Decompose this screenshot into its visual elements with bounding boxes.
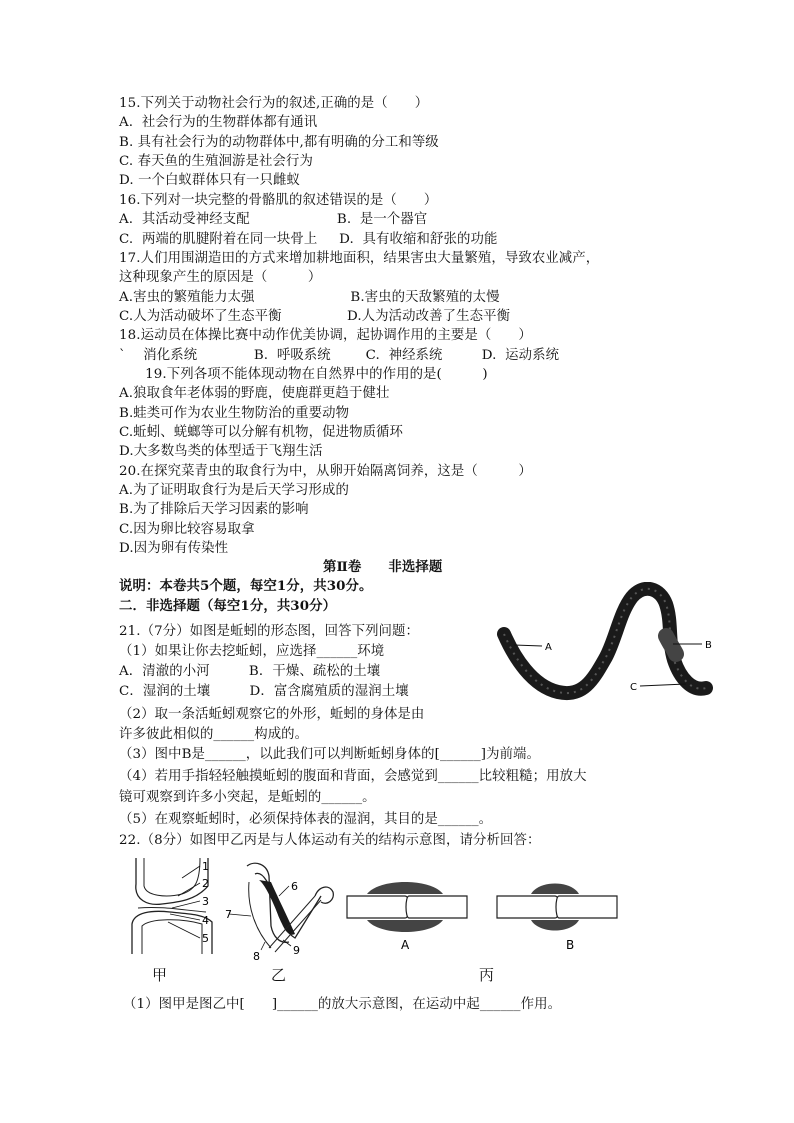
arm-figure [225,856,345,966]
part-header: 二．非选择题（每空1分，共30分） [119,598,337,614]
figure-a-label: A [401,938,410,951]
joint-lower-bone [132,911,212,954]
caption-bing: 丙 [479,966,495,984]
caption-yi: 乙 [271,966,287,984]
label-line-c [640,684,686,686]
question-line: A.狼取食年老体弱的野鹿，使鹿群更趋于健壮 [119,386,390,402]
label-line-a [514,645,542,646]
question-line: B.为了排除后天学习因素的影响 [119,502,309,518]
q21-part1: （1）如果让你去挖蚯蚓，应选择______环境 [119,644,385,659]
joint-number-5: 5 [202,932,209,945]
question-line: C.因为卵比较容易取拿 [119,521,255,537]
figure-b-label: B [566,938,575,951]
muscle-bone-figure-a [345,876,470,951]
section-note: 说明：本卷共5个题，每空1分，共30分。 [119,578,373,594]
question-line: B. 具有社会行为的动物群体中,都有明确的分工和等级 [119,134,439,150]
arm-number-7: 7 [225,908,232,921]
arm-number-6: 6 [291,880,298,893]
question-line: C. 两端的肌腱附着在同一块骨上 D. 具有收缩和舒张的功能 [119,231,498,247]
question-line: 15.下列关于动物社会行为的叙述,正确的是（ ） [119,96,429,111]
question-line: 18.运动员在体操比赛中动作优美协调，起协调作用的主要是（ ） [119,328,532,344]
joint-number-2: 2 [202,877,209,890]
q21-part4-line1: （4）若用手指轻轻触摸蚯蚓的腹面和背面，会感觉到______比较粗糙；用放大 [119,769,587,784]
joint-cavity-line [138,907,206,912]
bone-b-right [556,896,617,918]
joint-lower-inner [142,920,202,954]
question-line: A. 其活动受神经支配 B. 是一个器官 [119,212,428,228]
question-line: A.为了证明取食行为是后天学习形成的 [119,483,349,498]
q21-option-cd: C．湿润的土壤 D．富含腐殖质的湿润土壤 [119,684,409,699]
bone-a-right [406,896,467,918]
arm-number-8: 8 [253,950,260,963]
bone-a-left [347,896,410,918]
question-line: 20.在探究菜青虫的取食行为中，从卵开始隔离饲养，这是（ ） [119,463,532,479]
muscle-bone-figure-b [495,876,620,951]
question-line: D.大多数鸟类的体型适于飞翔生活 [119,444,323,460]
q22-part1: （1）图甲是图乙中[ ]______的放大示意图，在运动中起______作用。 [123,997,562,1012]
earthworm-label-b: B [705,640,712,651]
arm-biceps [259,880,295,935]
muscle-a-bottom [367,920,443,932]
joint-number-4: 4 [202,914,209,927]
arm-triceps [249,882,271,948]
q21-part2-line1: （2）取一条活蚯蚓观察它的外形，蚯蚓的身体是由 [119,707,425,722]
q21-part3: （3）图中B是______，以此我们可以判断蚯蚓身体的[______]为前端。 [119,747,541,762]
muscle-b-bottom [531,920,579,931]
question-line: C.人为活动破坏了生态平衡 D.人为活动改善了生态平衡 [119,308,511,324]
muscle-a-top [367,882,443,894]
question-line: B.蛙类可作为农业生物防治的重要动物 [119,405,350,421]
section-title: 第Ⅱ卷 非选择题 [323,559,443,575]
question-line: C.蚯蚓、蜣螂等可以分解有机物，促进物质循环 [119,425,404,440]
caption-jia: 甲 [152,966,168,984]
question-line: C. 春天鱼的生殖洄游是社会行为 [119,154,313,170]
arm-humerus [247,863,289,942]
bone-b-left [497,896,560,918]
q21-stem: 21.（7分）如图是蚯蚓的形态图，回答下列问题： [119,624,420,639]
q22-stem: 22.（8分）如图甲乙丙是与人体运动有关的结构示意图，请分析回答： [119,833,541,848]
q21-part2-line2: 许多彼此相似的______构成的。 [119,727,309,742]
q21-part5: （5）在观察蚯蚓时，必须保持体表的湿润，其目的是______。 [119,812,493,827]
earthworm-label-c: C [630,682,637,693]
question-line: D. 一个白蚁群体只有一只雌蚁 [119,173,300,189]
joint-figure [122,856,222,956]
question-line: D.因为卵有传染性 [119,541,229,556]
q21-part4-line2: 镜可观察到许多小突起，是蚯蚓的______。 [119,790,376,805]
question-line: 19.下列各项不能体现动物在自然界中的作用的是( ) [119,366,488,382]
earthworm-clitellum [666,636,676,654]
q21-option-ab: A．清澈的小河 B．干燥、疏松的土壤 [119,664,381,679]
earthworm-figure [490,582,730,722]
question-line: A.害虫的繁殖能力太强 B.害虫的天敌繁殖的太慢 [119,289,500,305]
earthworm-label-a: A [545,642,552,653]
arm-number-9: 9 [293,944,300,957]
question-line: 17.人们用围湖造田的方式来增加耕地面积，结果害虫大量繁殖，导致农业减产， [119,250,600,266]
question-line: 16.下列对一块完整的骨骼肌的叙述错误的是（ ） [119,192,438,208]
joint-number-3: 3 [202,895,209,908]
question-line: A. 社会行为的生物群体都有通讯 [119,115,318,131]
muscle-b-top [531,884,579,895]
question-line: ` 消化系统 B. 呼吸系统 C. 神经系统 D. 运动系统 [119,347,560,363]
question-line: 这种现象产生的原因是（ ） [119,270,322,286]
joint-number-1: 1 [202,860,209,873]
joint-capsule-outer [144,858,200,896]
